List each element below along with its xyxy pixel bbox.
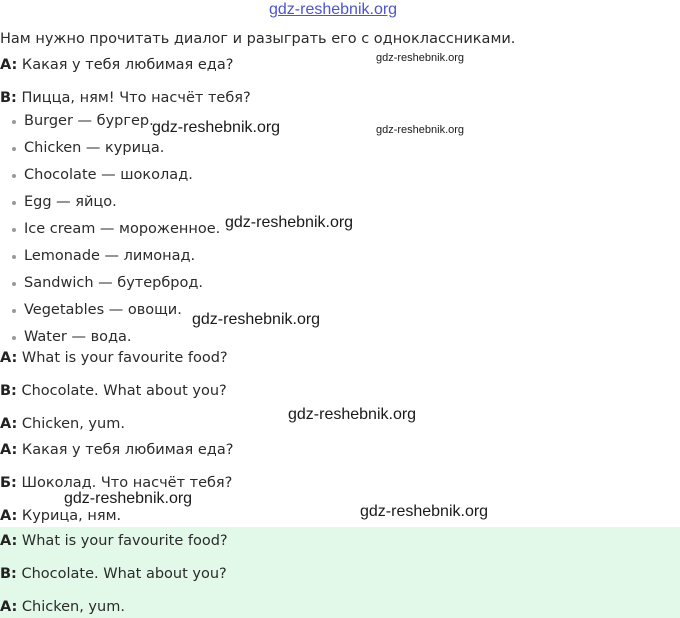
vocab-item: Lemonade — лимонад. bbox=[24, 248, 196, 264]
watermark: gdz-reshebnik.org bbox=[192, 311, 321, 328]
dialog-line bbox=[0, 506, 121, 526]
speaker-label: A: bbox=[0, 416, 18, 432]
dialog-line bbox=[0, 564, 227, 584]
watermark: gdz-reshebnik.org bbox=[152, 119, 281, 136]
bullet-icon bbox=[12, 255, 16, 259]
speaker-label: B: bbox=[0, 383, 17, 399]
bullet-icon bbox=[12, 336, 16, 340]
bullet-icon bbox=[12, 174, 16, 178]
watermark: gdz-reshebnik.org bbox=[64, 490, 193, 507]
speaker-label: A: bbox=[0, 508, 18, 524]
speaker-label: A: bbox=[0, 57, 18, 73]
speaker-label: A: bbox=[0, 442, 18, 458]
vocab-item: Chocolate — шоколад. bbox=[24, 167, 193, 183]
watermark: gdz-reshebnik.org bbox=[360, 503, 489, 520]
line-text: Курица, ням. bbox=[17, 508, 122, 524]
line-text: What is your favourite food? bbox=[17, 533, 228, 549]
speaker-label: A: bbox=[0, 350, 18, 366]
dialog-line bbox=[0, 348, 228, 368]
line-text: What is your favourite food? bbox=[17, 350, 228, 366]
vocab-item: Water — вода. bbox=[24, 329, 132, 345]
line-text: Шоколад. Что насчёт тебя? bbox=[16, 475, 233, 491]
dialog-line bbox=[0, 440, 233, 460]
speaker-label: B: bbox=[0, 90, 17, 106]
vocab-item: Egg — яйцо. bbox=[24, 194, 117, 210]
speaker-label: B: bbox=[0, 566, 17, 582]
line-text: Chocolate. What about you? bbox=[16, 566, 227, 582]
watermark-header: gdz-reshebnik.org bbox=[269, 1, 398, 18]
line-text: Chocolate. What about you? bbox=[16, 383, 227, 399]
vocab-item: Chicken — курица. bbox=[24, 140, 165, 156]
bullet-icon bbox=[12, 228, 16, 232]
vocab-item: Burger — бургер. bbox=[24, 113, 154, 129]
line-text: Какая у тебя любимая еда? bbox=[17, 57, 234, 73]
line-text: Пицца, ням! Что насчёт тебя? bbox=[16, 90, 251, 106]
intro-text: Нам нужно прочитать диалог и разыграть его с одноклассниками. bbox=[0, 31, 516, 47]
watermark: gdz-reshebnik.org bbox=[288, 406, 417, 423]
line-text: Chicken, yum. bbox=[17, 416, 125, 432]
dialog-line bbox=[0, 88, 251, 108]
bullet-icon bbox=[12, 201, 16, 205]
watermark: gdz-reshebnik.org bbox=[225, 214, 354, 231]
dialog-line bbox=[0, 414, 125, 434]
dialog-line bbox=[0, 381, 227, 401]
watermark: gdz-reshebnik.org bbox=[376, 52, 465, 64]
speaker-label: A: bbox=[0, 599, 18, 615]
dialog-line bbox=[0, 531, 228, 551]
dialog-line bbox=[0, 55, 233, 75]
bullet-icon bbox=[12, 282, 16, 286]
bullet-icon bbox=[12, 120, 16, 124]
bullet-icon bbox=[12, 309, 16, 313]
dialog-line bbox=[0, 597, 125, 617]
vocab-item: Vegetables — овощи. bbox=[24, 302, 182, 318]
speaker-label: Б: bbox=[0, 475, 17, 491]
watermark: gdz-reshebnik.org bbox=[376, 124, 465, 136]
bullet-icon bbox=[12, 147, 16, 151]
vocab-item: Ice cream — мороженное. bbox=[24, 221, 221, 237]
line-text: Какая у тебя любимая еда? bbox=[17, 442, 234, 458]
vocab-item: Sandwich — бутерброд. bbox=[24, 275, 203, 291]
speaker-label: A: bbox=[0, 533, 18, 549]
line-text: Chicken, yum. bbox=[17, 599, 125, 615]
